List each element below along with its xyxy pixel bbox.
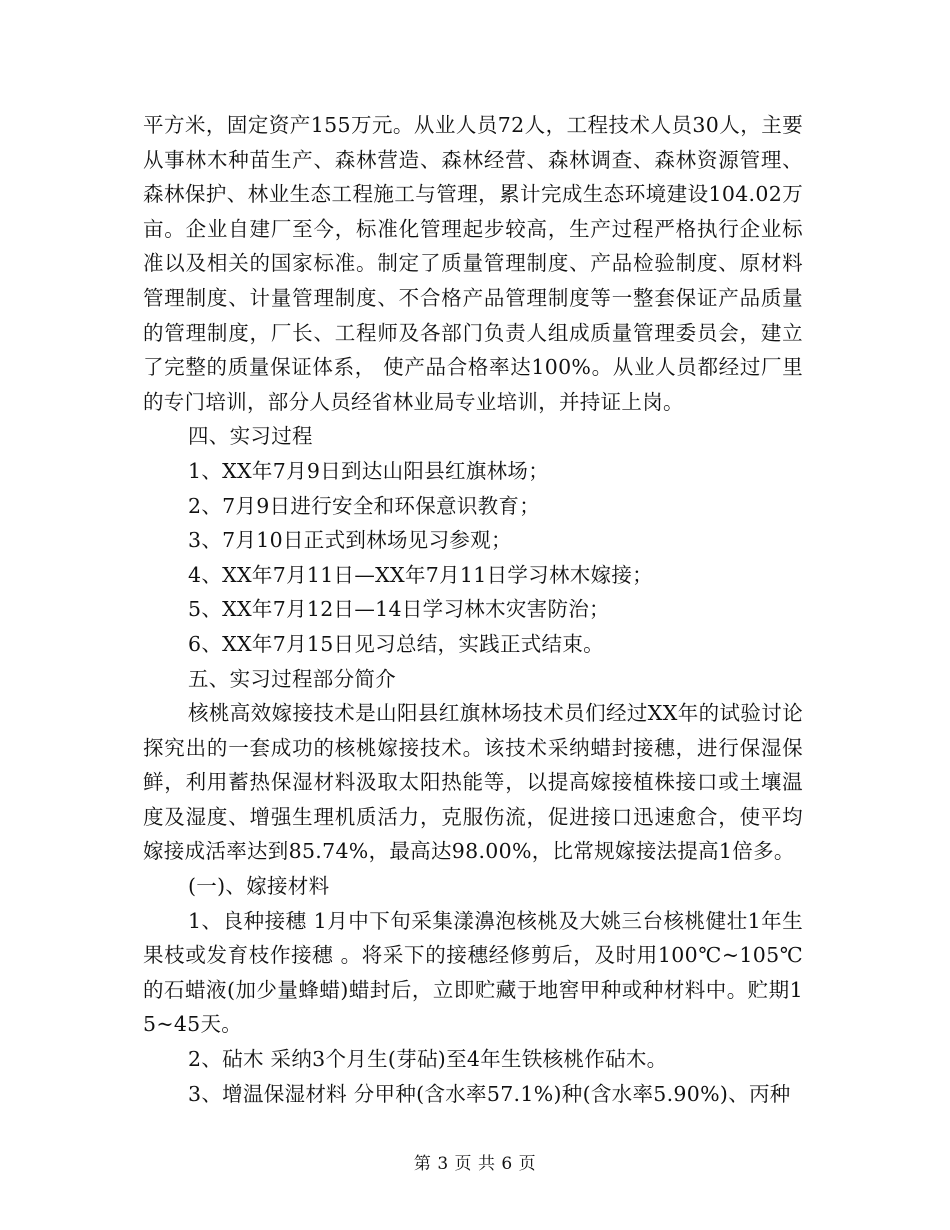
material-item-scion: 1、良种接穗 1月中下旬采集漾濞泡核桃及大姚三台核桃健壮1年生果枝或发育枝作接穗 。将采下的接穗经修剪后，及时用100℃~105℃的石蜡液(加少量蜂蜡)蜡封后，立即贮藏于地窖甲种或种材料中。贮期15~45天。 bbox=[143, 908, 803, 1037]
section-heading-internship-process: 四、实习过程 bbox=[188, 424, 313, 449]
section-heading-process-summary: 五、实习过程部分简介 bbox=[188, 666, 396, 691]
schedule-item-4: 4、XX年7月11日—XX年7月11日学习林木嫁接； bbox=[188, 562, 653, 587]
schedule-item-6: 6、XX年7月15日见习总结，实践正式结束。 bbox=[188, 631, 604, 656]
schedule-item-2: 2、7月9日进行安全和环保意识教育； bbox=[188, 493, 541, 518]
company-profile-paragraph: 平方米，固定资产155万元。从业人员72人，工程技术人员30人，主要从事林木种苗生产、森林营造、森林经营、森林调查、森林资源管理、森林保护、林业生态工程施工与管理，累计完成生态环境建设104.02万亩。企业自建厂至今，标准化管理起步较高，生产过程严格执行企业标准以及相关的国家标准。制定了质量管理制度、产品检验制度、原材料管理制度、计量管理制度、不合格产品管理制度等一整套保证产品质量的管理制度，厂长、工程师及各部门负责人组成质量管理委员会，建立了完整的质量保证体系， 使产品合格率达100%。从业人员都经过厂里的专门培训，部分人员经省林业局专业培训，并持证上岗。 bbox=[143, 113, 803, 414]
document-body bbox=[143, 108, 803, 1111]
material-item-rootstock: 2、砧木 采纳3个月生(芽砧)至4年生铁核桃作砧木。 bbox=[188, 1047, 668, 1072]
schedule-item-1: 1、XX年7月9日到达山阳县红旗林场； bbox=[188, 458, 550, 483]
page-number-footer: 第 3 页 共 6 页 bbox=[413, 1154, 537, 1174]
material-item-insulation: 3、增温保湿材料 分甲种(含水率57.1%)种(含水率5.90%)、丙种 bbox=[188, 1081, 791, 1106]
schedule-item-3: 3、7月10日正式到林场见习参观； bbox=[188, 528, 512, 553]
schedule-item-5: 5、XX年7月12日—14日学习林木灾害防治； bbox=[188, 597, 610, 622]
grafting-technique-paragraph: 核桃高效嫁接技术是山阳县红旗林场技术员们经过XX年的试验讨论探究出的一套成功的核桃嫁接技术。该技术采纳蜡封接穗，进行保湿保鲜，利用蓄热保湿材料汲取太阳热能等，以提高嫁接植株接口或土壤温度及湿度、增强生理机质活力，克服伤流，促进接口迅速愈合，使平均嫁接成活率达到85.74%，最高达98.00%，比常规嫁接法提高1倍多。 bbox=[143, 701, 803, 864]
subsection-heading-grafting-materials: (一)、嫁接材料 bbox=[188, 874, 330, 899]
